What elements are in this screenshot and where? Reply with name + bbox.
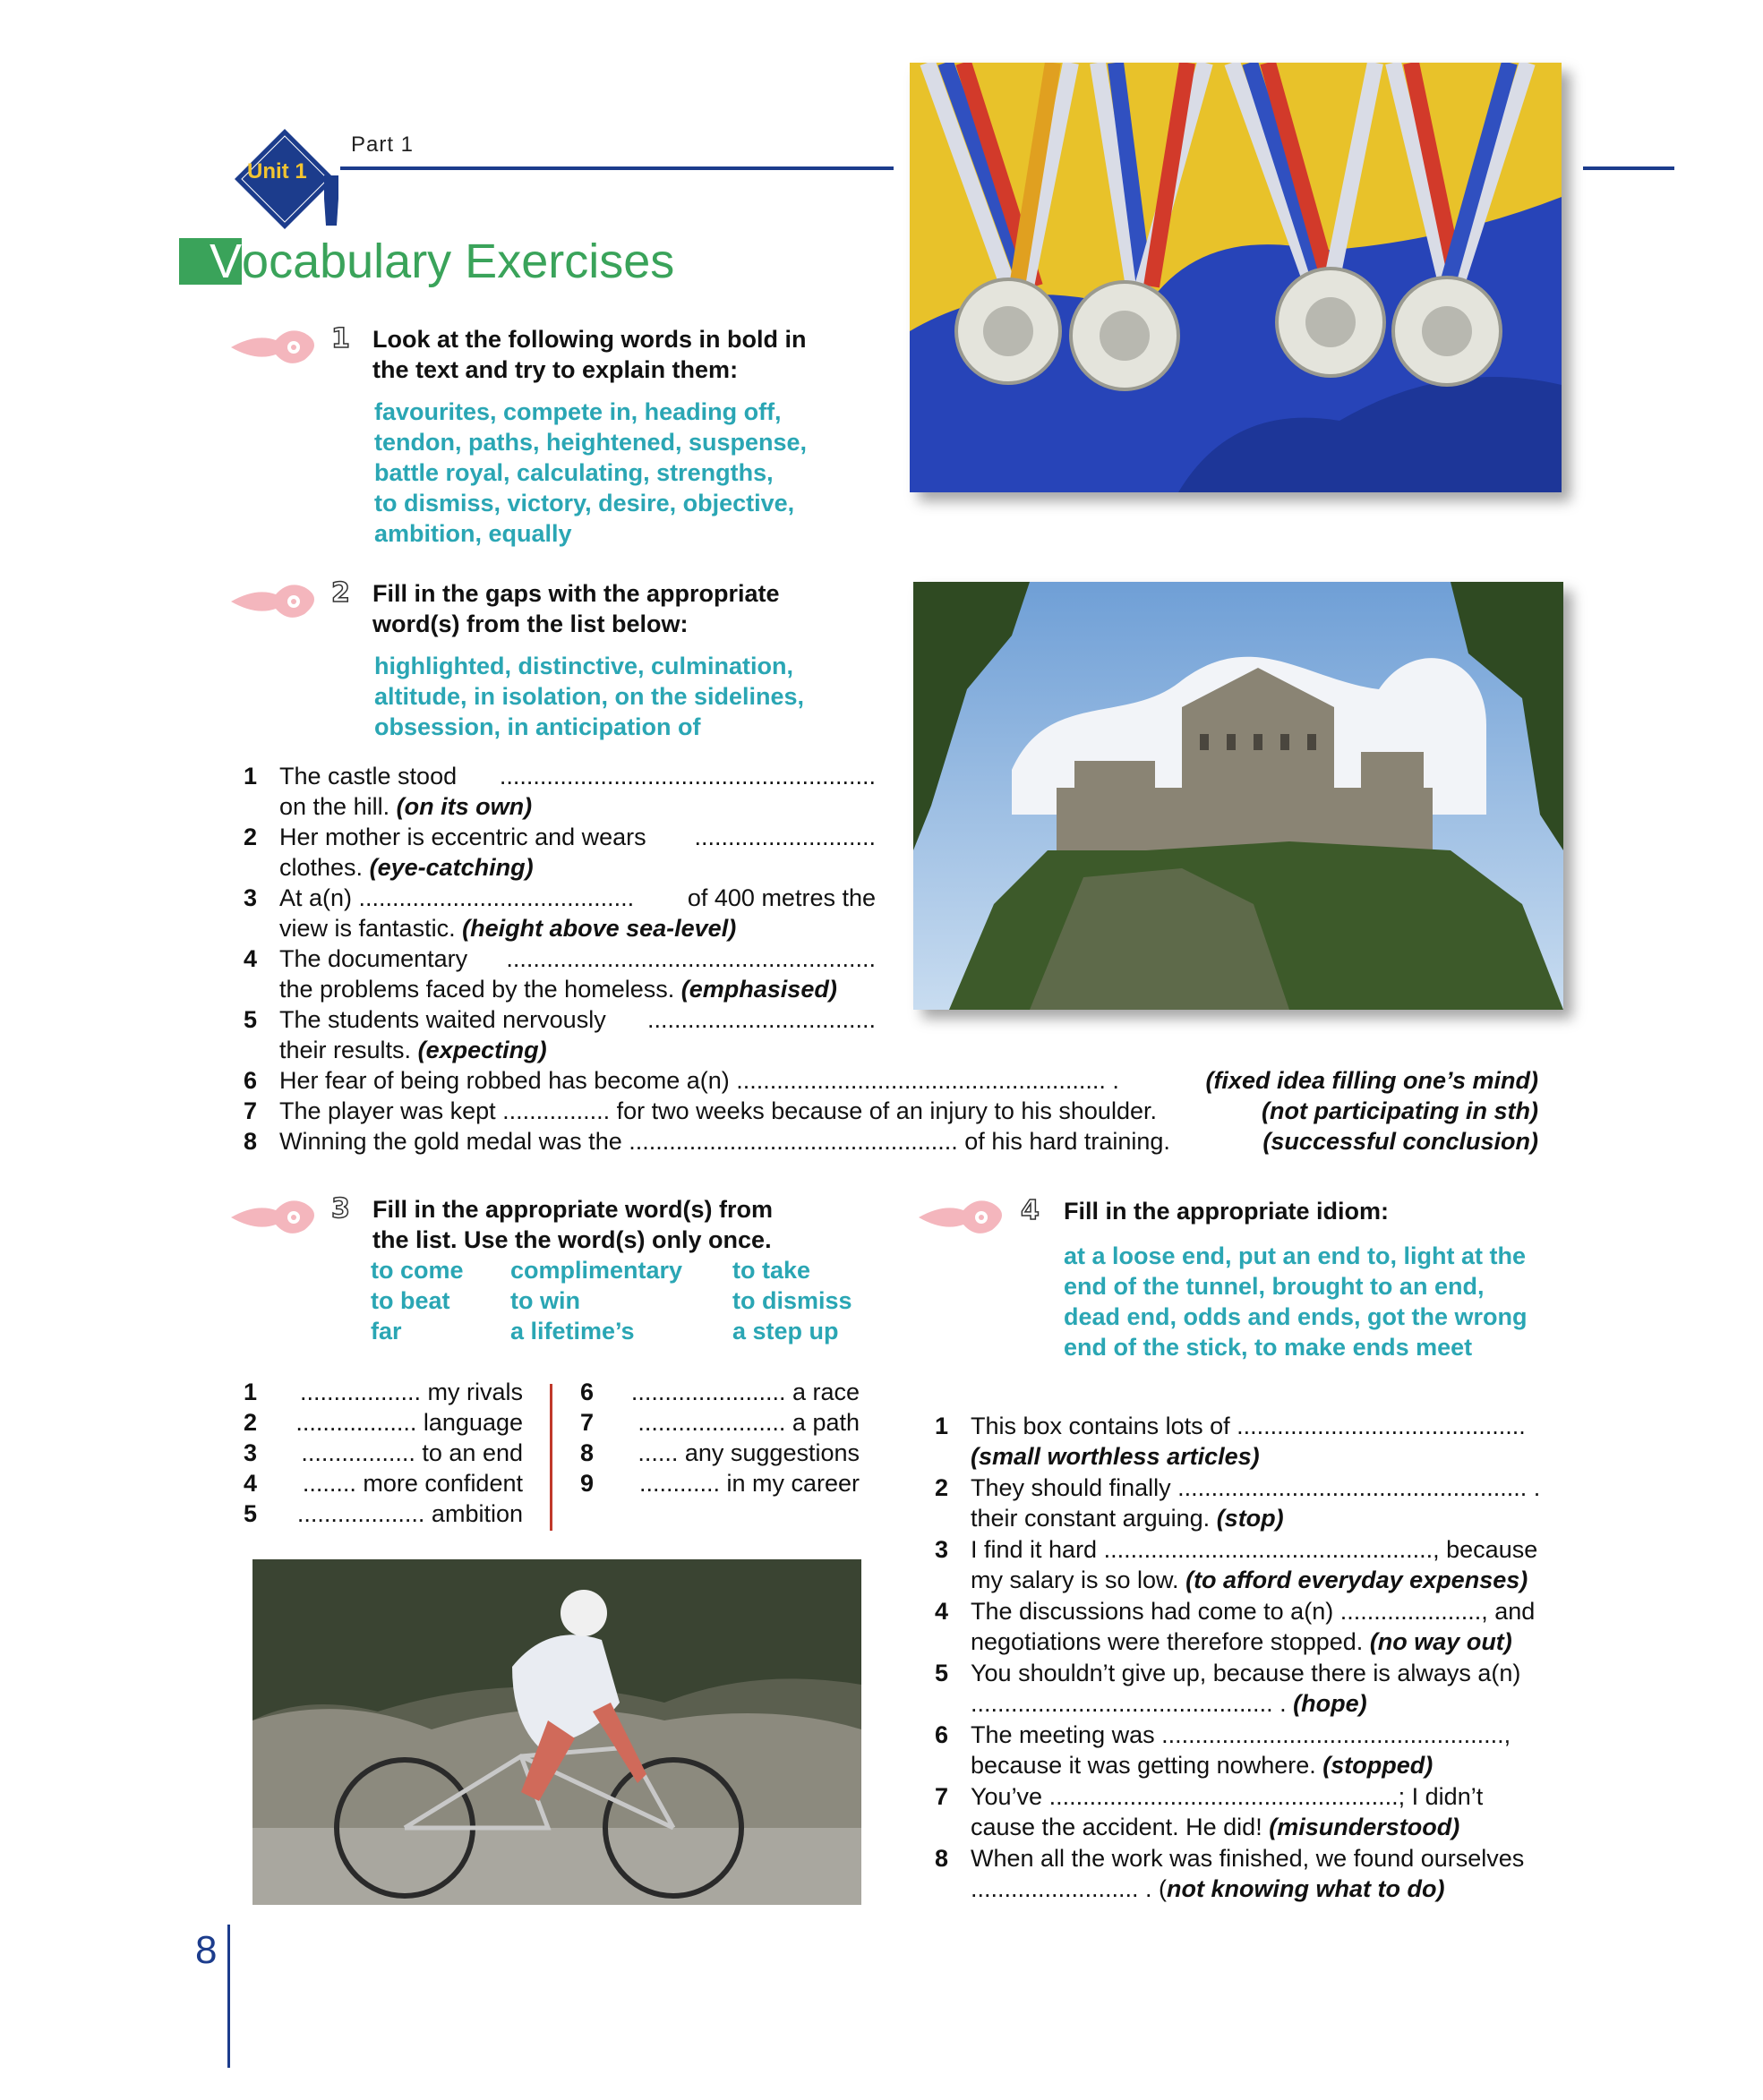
list-item: 3 At a(n) ......................................... of 400 metres the view is fantastic. (height above sea-level) [244,884,876,942]
page-number: 8 [195,1928,218,1972]
part-label: Part 1 [351,132,415,157]
exercise-3-icon [229,1194,328,1245]
list-item: 2 They should finally .................................................... . their constant arguing. (stop) [935,1474,1541,1532]
exercise-4-number: 4 [1021,1195,1040,1226]
exercise-2-word-list: highlighted, distinctive, culmination, altitude, in isolation, on the sidelines, obsession, in anticipation of [374,653,805,740]
list-item: 4 The documentary ....................................................... the problems faced by the homeless. (emphasised) [244,945,876,1003]
exercise-3-number: 3 [331,1193,350,1225]
column-divider [550,1384,552,1531]
exercise-1-icon [229,324,328,375]
castle-photo [913,582,1563,1010]
header-rule-left [340,166,894,170]
list-item: 1 This box contains lots of ........................................... (small worthless articles) [935,1413,1526,1470]
exercise-1-instruction: Look at the following words in bold in the text and try to explain them: [372,326,807,383]
exercise-2-icon [229,578,328,629]
exercise-1-word-list: favourites, compete in, heading off, tendon, paths, heightened, suspense, battle royal, calculating, strengths, to dismiss, victory, desire, objective, ambition, equally [374,398,808,547]
list-item: 5 You shouldn’t give up, because there is always a(n) ............................................. . (hope) [935,1660,1521,1717]
exercise-3-word-grid: to come complimentary to take to beat to win to dismiss far a lifetime’s a step up [371,1257,852,1345]
unit-badge-label: Unit 1 [247,159,307,184]
exercise-2-instruction: Fill in the gaps with the appropriate word(s) from the list below: [372,580,780,637]
list-item: 7 ...................... a path [580,1409,860,1436]
medals-photo [910,63,1562,492]
list-item: 8 When all the work was finished, we found ourselves ......................... . (not knowing what to do) [935,1845,1525,1902]
list-item: 4 ........ more confident [244,1470,523,1497]
exercise-2-long-items [244,1065,1538,1157]
exercise-1-number: 1 [331,323,350,354]
title-rest: ocabulary Exercises [242,235,675,288]
list-item: 3 I find it hard ................................................., because my salary is so low. (to afford everyday expenses) [935,1536,1538,1593]
list-item: 8 ...... any suggestions [580,1439,860,1466]
list-item: 8 Winning the gold medal was the ................................................. of his hard training. (successful conclusion) [244,1128,1538,1155]
list-item: 4 The discussions had come to a(n) ....................., and negotiations were therefore stopped. (no way out) [935,1598,1536,1655]
list-item: 6 ....................... a race [580,1379,860,1405]
list-item: 2 Her mother is eccentric and wears ........................... clothes. (eye-catching) [244,824,876,881]
cyclist-photo [252,1559,861,1905]
list-item: 6 The meeting was ..................................................., because it was getting nowhere. (stopped) [935,1721,1511,1779]
list-item: 1 .................. my rivals [244,1379,523,1405]
exercise-3-right-items [580,1377,860,1498]
list-item: 1 The castle stood ........................................................ on the hill. (on its own) [244,763,876,820]
list-item: 3 ................. to an end [244,1439,523,1466]
list-item: 2 .................. language [244,1409,523,1436]
exercise-2-number: 2 [331,577,350,609]
list-item: 6 Her fear of being robbed has become a(n) ....................................................... . (fixed idea filling one’s mind) [244,1067,1538,1094]
exercise-4-items [935,1411,1562,1905]
exercise-4-icon [917,1194,1015,1245]
exercise-2-items [244,761,876,1065]
list-item: 7 The player was kept ................ for two weeks because of an injury to his shoulder. (not participating in sth) [244,1097,1538,1124]
page-number-rule [227,1925,230,2068]
exercise-4-word-list: at a loose end, put an end to, light at the end of the tunnel, brought to an end, dead end, odds and ends, got the wrong end of the stick, to make ends meet [1064,1242,1528,1361]
page-title [179,235,675,292]
list-item: 5 The students waited nervously .................................. their results. (expecting) [244,1006,876,1063]
unit-badge [231,125,338,233]
header-rule-right [1583,166,1674,170]
exercise-3-instruction: Fill in the appropriate word(s) from the list. Use the word(s) only once. [372,1196,774,1253]
exercise-4-instruction: Fill in the appropriate idiom: [1064,1198,1390,1225]
list-item: 9 ............ in my career [580,1470,860,1497]
list-item: 5 ................... ambition [244,1500,523,1527]
title-first-letter: V [179,238,242,285]
exercise-3-left-items [244,1377,523,1529]
list-item: 7 You’ve ....................................................; I didn’t cause the accident. He did! (misunderstood) [935,1783,1484,1840]
